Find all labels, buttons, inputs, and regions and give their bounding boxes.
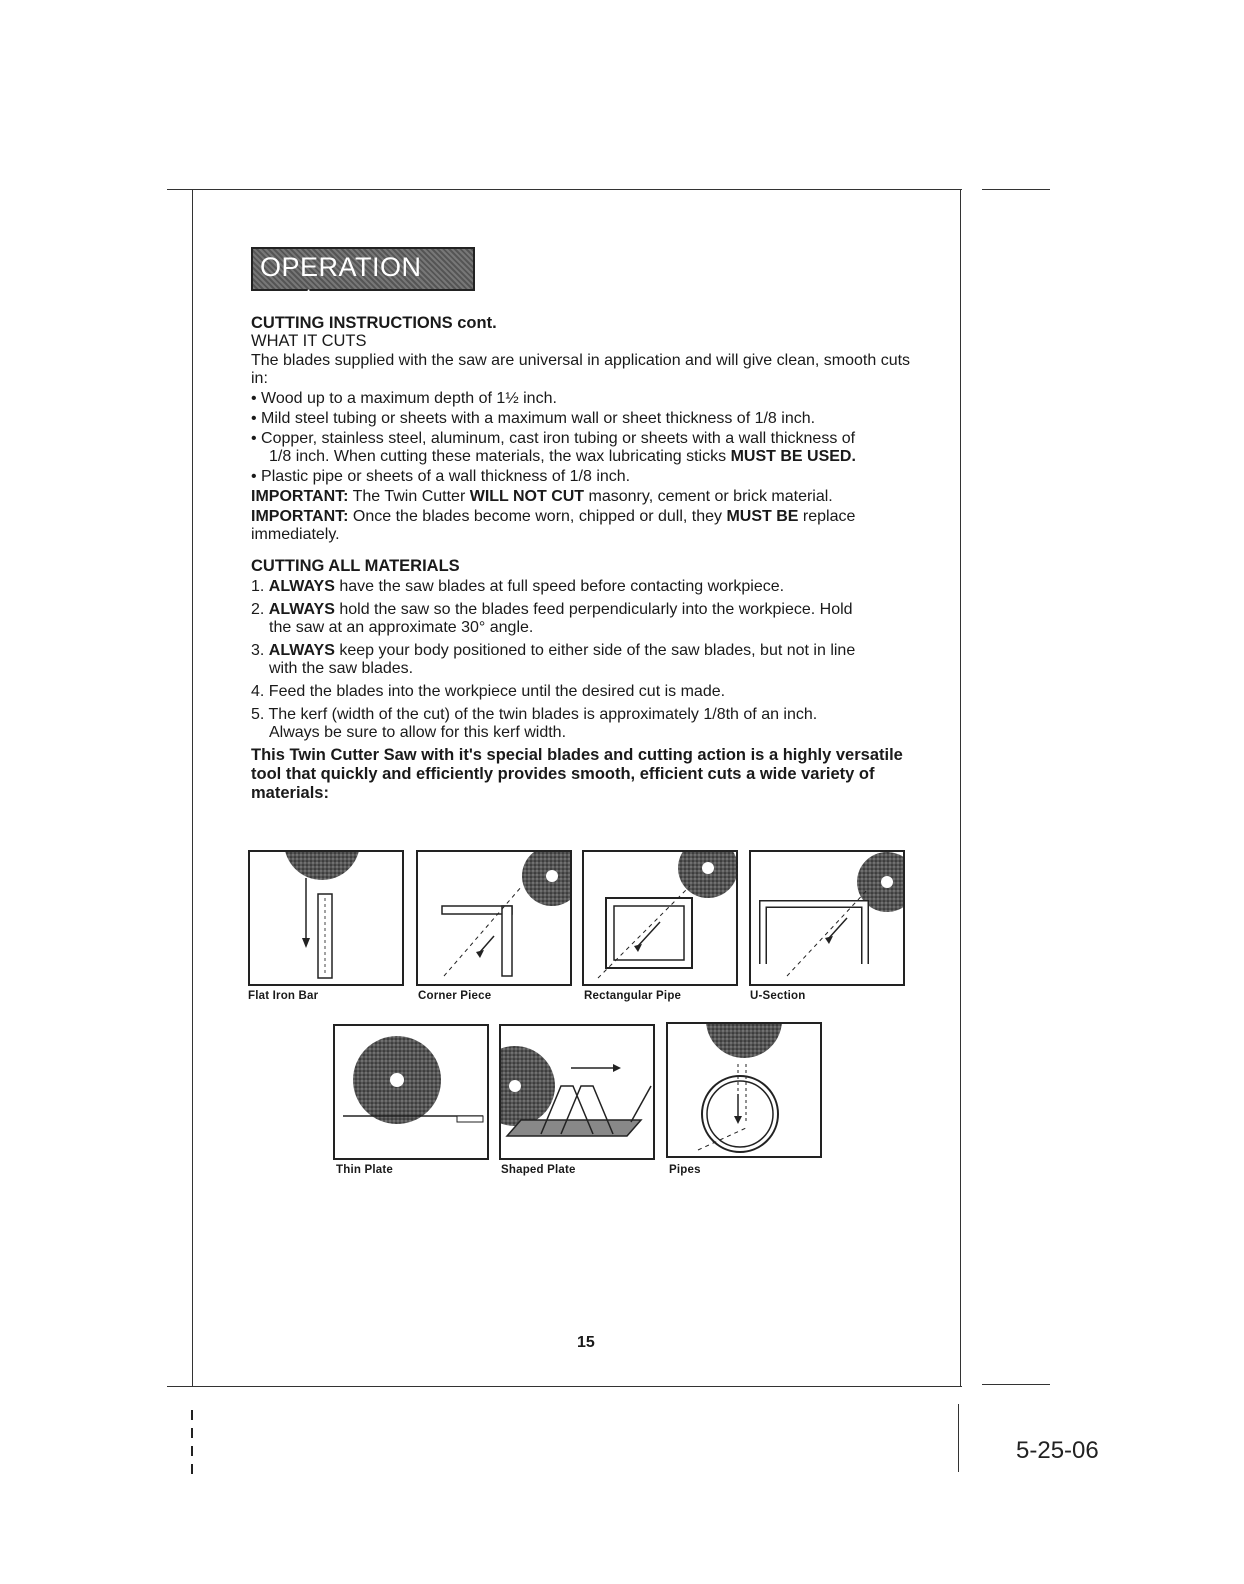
step-5 [251,706,931,724]
step-2 [251,601,931,619]
bullet-wood: • Wood up to a maximum depth of 1½ inch. [251,390,557,407]
important-label: IMPORTANT: [251,488,349,505]
page-number: 15 [577,1334,595,1351]
important-text: masonry, cement or brick material. [584,488,833,505]
figure-shaped-plate [499,1024,655,1160]
cutting-instructions-heading: CUTTING INSTRUCTIONS cont. [251,314,497,332]
step-text: hold the saw so the blades feed perpendicularly into the workpiece. Hold [334,601,853,618]
step-text: keep your body positioned to either side of the saw blades, but not in line [334,642,856,659]
caption-flat-iron-bar: Flat Iron Bar [248,990,319,1002]
important-label: IMPORTANT: [251,508,349,525]
section-banner [251,247,475,313]
step-number: 3. [251,642,265,659]
saw-blade-icon [678,852,736,898]
step-text: Feed the blades into the workpiece until the desired cut is made. [268,683,726,700]
step-emphasis: ALWAYS [268,601,335,618]
figure-pipes [666,1022,822,1158]
crop-tick [191,1428,193,1438]
caption-u-section: U-Section [750,990,806,1002]
caption-pipes: Pipes [669,1164,701,1176]
bullet-copper: • Copper, stainless steel, aluminum, cast iron tubing or sheets with a wall thickness of [251,430,856,447]
step-emphasis: ALWAYS [268,578,335,595]
important-note-2 [251,508,931,544]
caption-corner-piece: Corner Piece [418,990,492,1002]
step-text: The kerf (width of the cut) of the twin blades is approximately 1/8th of an inch. [268,706,818,723]
important-note-1 [251,488,931,506]
bullet-copper-continued [251,448,931,466]
step-1 [251,578,931,596]
step-5-continued: Always be sure to allow for this kerf width. [269,724,567,741]
figure-rectangular-pipe [582,850,738,986]
caption-rectangular-pipe: Rectangular Pipe [584,990,682,1002]
important-text: Once the blades become worn, chipped or dull, they [348,508,727,525]
bottom-rule-right [982,1384,1050,1385]
bullet-plastic: • Plastic pipe or sheets of a wall thickness of 1/8 inch. [251,468,631,485]
date-stamp: 5-25-06 [1016,1437,1099,1464]
bullet-copper-text: 1/8 inch. When cutting these materials, the wax lubricating sticks [269,448,727,465]
step-3-continued: with the saw blades. [269,660,414,677]
figure-flat-iron-bar [248,850,404,986]
step-3 [251,642,931,660]
important-emphasis: WILL NOT CUT [469,488,585,505]
cutting-all-materials-heading: CUTTING ALL MATERIALS [251,557,460,575]
step-number: 1. [251,578,265,595]
step-text: have the saw blades at full speed before contacting workpiece. [334,578,785,595]
important-text: replace immediately. [251,508,856,543]
what-it-cuts-heading: WHAT IT CUTS [251,332,367,350]
saw-blade-icon [284,852,360,880]
saw-blade-icon [706,1024,782,1058]
important-emphasis: MUST BE [726,508,799,525]
must-be-used: MUST BE USED. [730,448,856,465]
figure-thin-plate [333,1024,489,1160]
crop-tick [191,1410,193,1420]
top-rule-right [982,189,1050,190]
left-frame-rule [192,189,193,1387]
right-frame-rule [960,189,961,1387]
intro-paragraph: The blades supplied with the saw are universal in application and will give clean, smooth cuts in: [251,352,911,387]
step-2-continued: the saw at an approximate 30° angle. [269,619,534,636]
bottom-rule [167,1386,962,1387]
caption-shaped-plate: Shaped Plate [501,1164,576,1176]
crop-tick [191,1446,193,1456]
caption-thin-plate: Thin Plate [336,1164,393,1176]
step-number: 5. [251,706,265,723]
summary-paragraph: This Twin Cutter Saw with it's special blades and cutting action is a highly versatile tool that quickly and efficiently provides smooth, efficient cuts a wide variety of materials: [251,746,903,802]
crop-tick [191,1464,193,1474]
step-4 [251,683,931,701]
step-number: 2. [251,601,265,618]
date-divider [958,1404,959,1472]
figure-corner-piece [416,850,572,986]
section-title: OPERATION cont. [260,252,422,313]
saw-blade-icon [522,852,570,906]
top-rule [167,189,962,190]
instructions-body [251,314,931,803]
figure-u-section [749,850,905,986]
bullet-mild-steel: • Mild steel tubing or sheets with a maximum wall or sheet thickness of 1/8 inch. [251,410,816,427]
step-emphasis: ALWAYS [268,642,335,659]
important-text: The Twin Cutter [348,488,470,505]
step-number: 4. [251,683,265,700]
